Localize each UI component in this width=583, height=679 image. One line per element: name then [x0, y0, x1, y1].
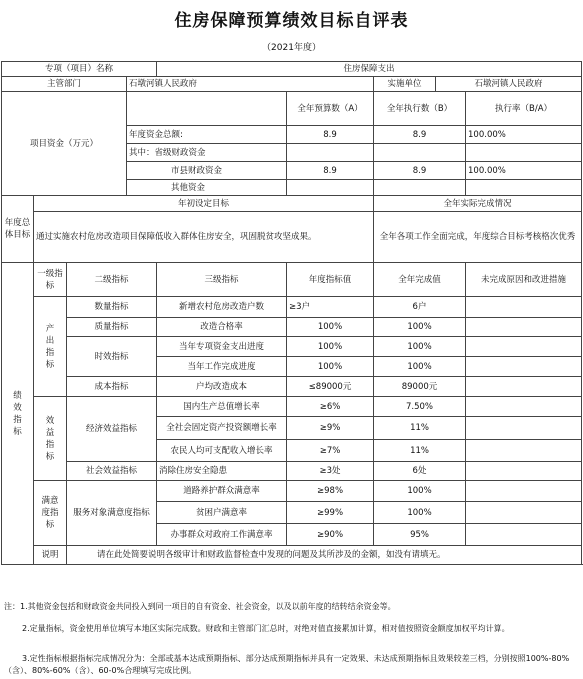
project-name-value: 住房保障支出 [157, 62, 582, 77]
funds-col-rate: 执行率（B/A） [466, 92, 582, 126]
project-name-label: 专项（项目）名称 [2, 62, 157, 77]
project-row [2, 62, 582, 77]
indicator-row: 成本指标 户均改造成本 ≤89000元 89000元 [2, 377, 582, 397]
unit-value: 石墩河镇人民政府 [436, 77, 582, 92]
indicator-row: 当年工作完成进度 100% 100% [2, 357, 582, 377]
goal-text-row [2, 212, 582, 263]
goal-set-header: 年初设定目标 [34, 196, 374, 212]
funds-header-row [2, 92, 582, 126]
funds-col-exec: 全年执行数（B） [374, 92, 466, 126]
funds-row: 年度资金总额: 8.9 8.9 100.00% [2, 126, 582, 144]
funds-row: 市县财政资金 8.9 8.9 100.00% [2, 162, 582, 180]
dept-row [2, 77, 582, 92]
goal-set-text: 通过实施农村危房改造项目保障低收入群体住房安全，巩固脱贫攻坚成果。 [34, 212, 374, 263]
year-label: （2021年度） [262, 43, 321, 53]
dept-label: 主管部门 [2, 77, 127, 92]
indicator-row: 贫困户满意率 ≥99% 100% [2, 502, 582, 524]
indicator-row: 农民人均可支配收入增长率 ≥7% 11% [2, 440, 582, 462]
goal-label: 年度总体目标 [2, 196, 34, 263]
indicator-row: 办事群众对政府工作满意率 ≥90% 95% [2, 524, 582, 546]
indicator-row: 全社会固定资产投资额增长率 ≥9% 11% [2, 417, 582, 440]
goal-actual-text: 全年各项工作全面完成，年度综合目标考核格次优秀 [374, 212, 582, 263]
funds-col-budget: 全年预算数（A） [287, 92, 374, 126]
funds-label: 项目资金（万元） [2, 92, 127, 196]
evaluation-table [1, 61, 582, 565]
indicator-label: 绩效指标 [2, 263, 34, 565]
indicator-header-row: 绩效指标 一级指标 二级指标 三级指标 年度指标值 全年完成值 未完成原因和改进措施 [2, 263, 582, 297]
indicator-row: 时效指标 当年专项资金支出进度 100% 100% [2, 337, 582, 357]
indicator-row: 产出指标 数量指标 新增农村危房改造户数 ≥3户 6户 [2, 297, 582, 318]
indicator-row: 质量指标 改造合格率 100% 100% [2, 318, 582, 337]
remark-row [2, 546, 582, 565]
note-2: 2.定量指标，资金使用单位填写本地区实际完成数。财政和主管部门汇总时，对绝对值直接累加计算，相对值按照资金额度加权平均计算。 [22, 624, 510, 633]
indicator-row: 满意度指标 服务对象满意度指标 道路养护群众满意率 ≥98% 100% [2, 481, 582, 502]
funds-row: 其他资金 [2, 180, 582, 196]
note-3: 3.定性指标根据指标完成情况分为：全部或基本达成预期指标、部分达成预期指标并具有一定效果、未达成预期指标且效果较差三档，分别按照100%-80%（含）、80%-60%（含）、60-0%合理填写完成比例。 [4, 654, 570, 675]
dept-value: 石墩河镇人民政府 [127, 77, 374, 92]
funds-row: 其中：省级财政资金 [2, 144, 582, 162]
goal-actual-header: 全年实际完成情况 [374, 196, 582, 212]
remark-text: 请在此处简要说明各级审计和财政监督检查中发现的问题及其所涉及的金额，如没有请填无。 [67, 546, 582, 565]
goal-header-row [2, 196, 582, 212]
indicator-row: 社会效益指标 消除住房安全隐患 ≥3处 6处 [2, 462, 582, 481]
remark-label: 说明 [34, 546, 67, 565]
page-title: 住房保障预算绩效目标自评表 [174, 11, 409, 31]
indicator-row: 效益指标 经济效益指标 国内生产总值增长率 ≥6% 7.50% [2, 397, 582, 417]
note-1: 注：1.其他资金包括和财政资金共同投入到同一项目的自有资金、社会资金，以及以前年度的结转结余资金等。 [4, 602, 396, 611]
unit-label: 实施单位 [374, 77, 436, 92]
